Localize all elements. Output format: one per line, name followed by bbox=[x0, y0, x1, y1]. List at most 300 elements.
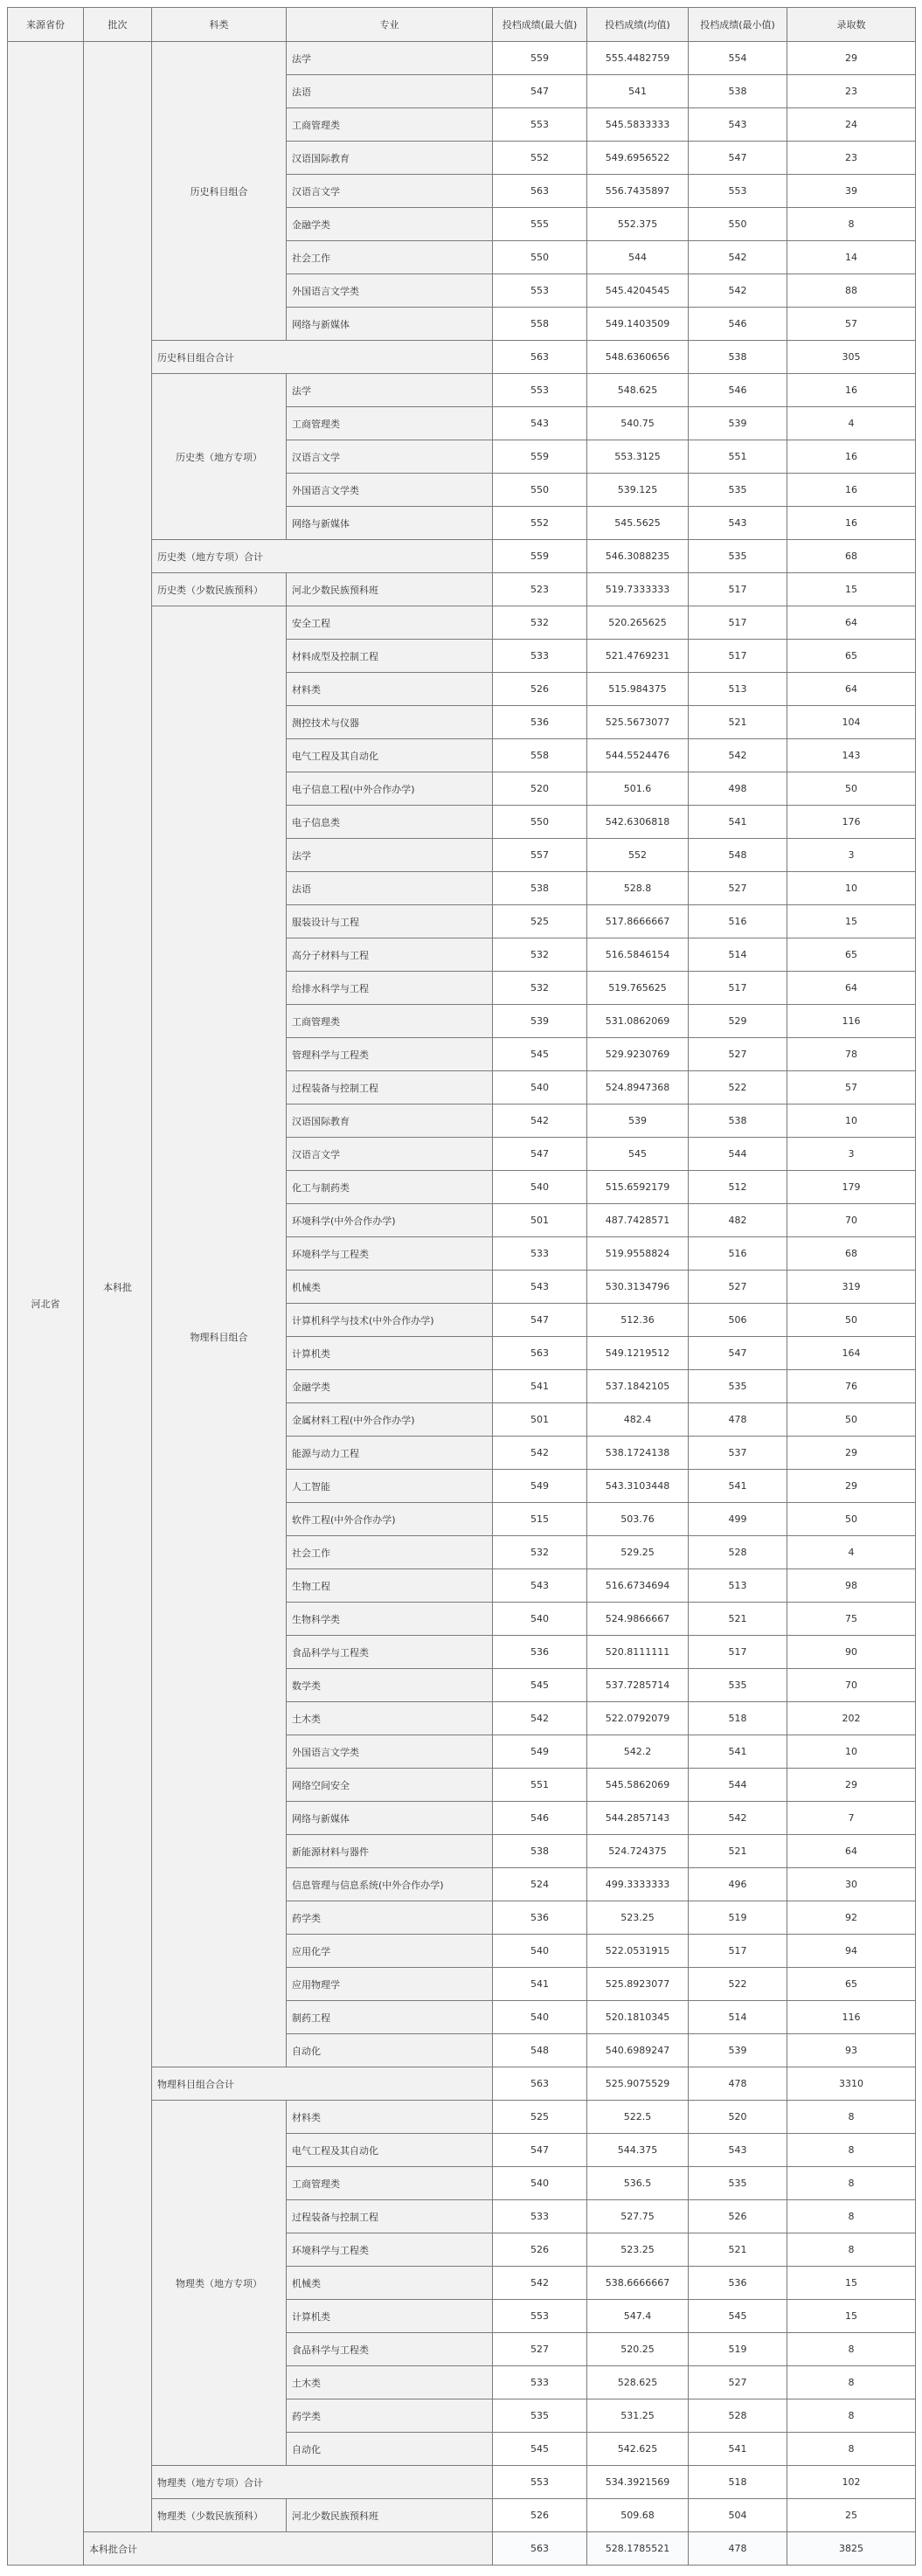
score-max: 558 bbox=[493, 308, 587, 341]
major-name: 应用物理学 bbox=[287, 1968, 493, 2001]
score-min: 514 bbox=[689, 2001, 787, 2034]
score-max: 547 bbox=[493, 1304, 587, 1337]
admitted-count: 14 bbox=[787, 241, 916, 274]
major-name: 计算机类 bbox=[287, 1337, 493, 1370]
admitted-count: 3310 bbox=[787, 2067, 916, 2101]
score-min: 536 bbox=[689, 2267, 787, 2300]
score-max: 540 bbox=[493, 2167, 587, 2200]
major-name: 药学类 bbox=[287, 2399, 493, 2433]
score-min: 516 bbox=[689, 905, 787, 938]
score-min: 522 bbox=[689, 1071, 787, 1104]
score-max: 542 bbox=[493, 1104, 587, 1138]
score-max: 552 bbox=[493, 507, 587, 540]
score-min: 544 bbox=[689, 1769, 787, 1802]
score-max: 553 bbox=[493, 2466, 587, 2499]
score-max: 553 bbox=[493, 374, 587, 407]
score-min: 541 bbox=[689, 2433, 787, 2466]
admitted-count: 8 bbox=[787, 208, 916, 241]
admitted-count: 116 bbox=[787, 2001, 916, 2034]
score-avg: 545.5833333 bbox=[587, 108, 689, 142]
score-min: 516 bbox=[689, 1237, 787, 1271]
major-name: 网络与新媒体 bbox=[287, 308, 493, 341]
admitted-count: 15 bbox=[787, 2267, 916, 2300]
score-max: 540 bbox=[493, 1071, 587, 1104]
major-name: 人工智能 bbox=[287, 1470, 493, 1503]
score-max: 526 bbox=[493, 673, 587, 706]
score-max: 549 bbox=[493, 1470, 587, 1503]
score-min: 542 bbox=[689, 739, 787, 772]
major-name: 网络空间安全 bbox=[287, 1769, 493, 1802]
admitted-count: 8 bbox=[787, 2101, 916, 2134]
admitted-count: 78 bbox=[787, 1038, 916, 1071]
score-min: 504 bbox=[689, 2499, 787, 2532]
major-name: 新能源材料与器件 bbox=[287, 1835, 493, 1868]
category-group-cell: 物理科目组合 bbox=[152, 606, 287, 2067]
major-name: 化工与制药类 bbox=[287, 1171, 493, 1204]
score-max: 532 bbox=[493, 606, 587, 640]
score-min: 527 bbox=[689, 872, 787, 905]
score-min: 543 bbox=[689, 108, 787, 142]
major-name: 高分子材料与工程 bbox=[287, 938, 493, 972]
score-avg: 527.75 bbox=[587, 2200, 689, 2233]
table-row bbox=[8, 42, 916, 75]
admitted-count: 29 bbox=[787, 1470, 916, 1503]
score-min: 546 bbox=[689, 308, 787, 341]
major-name: 工商管理类 bbox=[287, 1005, 493, 1038]
score-avg: 519.9558824 bbox=[587, 1237, 689, 1271]
category-group-cell: 历史科目组合 bbox=[152, 42, 287, 341]
score-max: 553 bbox=[493, 108, 587, 142]
score-min: 527 bbox=[689, 1271, 787, 1304]
score-avg: 520.25 bbox=[587, 2333, 689, 2366]
score-avg: 523.25 bbox=[587, 1901, 689, 1935]
admitted-count: 65 bbox=[787, 938, 916, 972]
admitted-count: 179 bbox=[787, 1171, 916, 1204]
score-avg: 524.8947368 bbox=[587, 1071, 689, 1104]
admitted-count: 23 bbox=[787, 75, 916, 108]
major-name: 金属材料工程(中外合作办学) bbox=[287, 1403, 493, 1437]
score-avg: 509.68 bbox=[587, 2499, 689, 2532]
score-avg: 539 bbox=[587, 1104, 689, 1138]
score-min: 548 bbox=[689, 839, 787, 872]
admitted-count: 164 bbox=[787, 1337, 916, 1370]
admitted-count: 8 bbox=[787, 2333, 916, 2366]
score-avg: 538.1724138 bbox=[587, 1437, 689, 1470]
score-min: 539 bbox=[689, 2034, 787, 2067]
admitted-count: 88 bbox=[787, 274, 916, 308]
score-max: 547 bbox=[493, 1138, 587, 1171]
score-avg: 520.265625 bbox=[587, 606, 689, 640]
score-min: 542 bbox=[689, 1802, 787, 1835]
score-avg: 542.625 bbox=[587, 2433, 689, 2466]
major-name: 金融学类 bbox=[287, 1370, 493, 1403]
score-avg: 503.76 bbox=[587, 1503, 689, 1536]
score-max: 540 bbox=[493, 2001, 587, 2034]
admitted-count: 64 bbox=[787, 673, 916, 706]
admitted-count: 39 bbox=[787, 175, 916, 208]
score-avg: 556.7435897 bbox=[587, 175, 689, 208]
major-name: 法学 bbox=[287, 839, 493, 872]
score-min: 535 bbox=[689, 540, 787, 573]
score-max: 536 bbox=[493, 1901, 587, 1935]
score-min: 521 bbox=[689, 2233, 787, 2267]
score-max: 525 bbox=[493, 2101, 587, 2134]
header-batch: 批次 bbox=[84, 8, 152, 42]
score-avg: 549.1219512 bbox=[587, 1337, 689, 1370]
score-max: 540 bbox=[493, 1171, 587, 1204]
admitted-count: 10 bbox=[787, 1735, 916, 1769]
admitted-count: 76 bbox=[787, 1370, 916, 1403]
score-max: 533 bbox=[493, 640, 587, 673]
major-name: 管理科学与工程类 bbox=[287, 1038, 493, 1071]
admitted-count: 30 bbox=[787, 1868, 916, 1901]
table-header-row bbox=[8, 8, 916, 42]
score-min: 518 bbox=[689, 1702, 787, 1735]
score-min: 541 bbox=[689, 1735, 787, 1769]
score-min: 539 bbox=[689, 407, 787, 440]
subtotal-label: 物理类（地方专项）合计 bbox=[152, 2466, 493, 2499]
score-max: 550 bbox=[493, 474, 587, 507]
score-min: 517 bbox=[689, 1935, 787, 1968]
score-avg: 545.5625 bbox=[587, 507, 689, 540]
score-avg: 515.6592179 bbox=[587, 1171, 689, 1204]
major-name: 法学 bbox=[287, 42, 493, 75]
score-min: 535 bbox=[689, 1370, 787, 1403]
score-max: 540 bbox=[493, 1603, 587, 1636]
score-min: 522 bbox=[689, 1968, 787, 2001]
admitted-count: 104 bbox=[787, 706, 916, 739]
score-avg: 520.1810345 bbox=[587, 2001, 689, 2034]
score-max: 532 bbox=[493, 938, 587, 972]
score-min: 527 bbox=[689, 1038, 787, 1071]
score-min: 542 bbox=[689, 241, 787, 274]
admitted-count: 15 bbox=[787, 2300, 916, 2333]
header-major: 专业 bbox=[287, 8, 493, 42]
score-max: 536 bbox=[493, 706, 587, 739]
score-avg: 524.9866667 bbox=[587, 1603, 689, 1636]
total-row bbox=[8, 2532, 916, 2566]
admitted-count: 176 bbox=[787, 806, 916, 839]
score-min: 520 bbox=[689, 2101, 787, 2134]
score-min: 528 bbox=[689, 2399, 787, 2433]
score-avg: 499.3333333 bbox=[587, 1868, 689, 1901]
score-min: 514 bbox=[689, 938, 787, 972]
major-name: 计算机类 bbox=[287, 2300, 493, 2333]
subtotal-label: 历史类（地方专项）合计 bbox=[152, 540, 493, 573]
score-avg: 524.724375 bbox=[587, 1835, 689, 1868]
admitted-count: 68 bbox=[787, 1237, 916, 1271]
score-max: 523 bbox=[493, 573, 587, 606]
major-name: 数学类 bbox=[287, 1669, 493, 1702]
admitted-count: 25 bbox=[787, 2499, 916, 2532]
score-max: 501 bbox=[493, 1204, 587, 1237]
score-avg: 544.375 bbox=[587, 2134, 689, 2167]
admitted-count: 319 bbox=[787, 1271, 916, 1304]
score-max: 549 bbox=[493, 1735, 587, 1769]
major-name: 服装设计与工程 bbox=[287, 905, 493, 938]
score-min: 478 bbox=[689, 2067, 787, 2101]
score-avg: 517.8666667 bbox=[587, 905, 689, 938]
score-max: 539 bbox=[493, 1005, 587, 1038]
admitted-count: 8 bbox=[787, 2200, 916, 2233]
score-max: 552 bbox=[493, 142, 587, 175]
score-min: 521 bbox=[689, 1603, 787, 1636]
score-max: 542 bbox=[493, 1702, 587, 1735]
category-label: 历史类（少数民族预科） bbox=[152, 573, 287, 606]
score-max: 532 bbox=[493, 972, 587, 1005]
score-avg: 531.25 bbox=[587, 2399, 689, 2433]
major-name: 环境科学与工程类 bbox=[287, 2233, 493, 2267]
major-name: 土木类 bbox=[287, 1702, 493, 1735]
score-min: 543 bbox=[689, 507, 787, 540]
major-name: 外国语言文学类 bbox=[287, 1735, 493, 1769]
score-max: 524 bbox=[493, 1868, 587, 1901]
admitted-count: 65 bbox=[787, 1968, 916, 2001]
score-avg: 545 bbox=[587, 1138, 689, 1171]
major-name: 汉语言文学 bbox=[287, 175, 493, 208]
admitted-count: 102 bbox=[787, 2466, 916, 2499]
admitted-count: 8 bbox=[787, 2399, 916, 2433]
score-max: 520 bbox=[493, 772, 587, 806]
major-name: 机械类 bbox=[287, 1271, 493, 1304]
score-min: 545 bbox=[689, 2300, 787, 2333]
major-name: 外国语言文学类 bbox=[287, 274, 493, 308]
admitted-count: 50 bbox=[787, 1304, 916, 1337]
admitted-count: 4 bbox=[787, 1536, 916, 1569]
score-avg: 520.8111111 bbox=[587, 1636, 689, 1669]
category-label: 物理类（少数民族预科） bbox=[152, 2499, 287, 2532]
major-name: 测控技术与仪器 bbox=[287, 706, 493, 739]
score-max: 563 bbox=[493, 1337, 587, 1370]
score-max: 563 bbox=[493, 175, 587, 208]
major-name: 材料类 bbox=[287, 673, 493, 706]
admitted-count: 57 bbox=[787, 308, 916, 341]
score-min: 527 bbox=[689, 2366, 787, 2399]
score-min: 543 bbox=[689, 2134, 787, 2167]
admitted-count: 3825 bbox=[787, 2532, 916, 2566]
admitted-count: 24 bbox=[787, 108, 916, 142]
header-score-min: 投档成绩(最小值) bbox=[689, 8, 787, 42]
admitted-count: 92 bbox=[787, 1901, 916, 1935]
score-max: 546 bbox=[493, 1802, 587, 1835]
score-avg: 529.25 bbox=[587, 1536, 689, 1569]
score-min: 553 bbox=[689, 175, 787, 208]
score-avg: 501.6 bbox=[587, 772, 689, 806]
header-score-avg: 投档成绩(均值) bbox=[587, 8, 689, 42]
score-avg: 534.3921569 bbox=[587, 2466, 689, 2499]
admitted-count: 16 bbox=[787, 440, 916, 474]
score-max: 533 bbox=[493, 2366, 587, 2399]
score-avg: 530.3134796 bbox=[587, 1271, 689, 1304]
score-min: 535 bbox=[689, 1669, 787, 1702]
score-min: 517 bbox=[689, 573, 787, 606]
table-body bbox=[8, 42, 916, 2566]
major-name: 法学 bbox=[287, 374, 493, 407]
admitted-count: 16 bbox=[787, 507, 916, 540]
score-avg: 529.9230769 bbox=[587, 1038, 689, 1071]
score-max: 547 bbox=[493, 2134, 587, 2167]
score-min: 517 bbox=[689, 1636, 787, 1669]
score-min: 496 bbox=[689, 1868, 787, 1901]
score-max: 532 bbox=[493, 1536, 587, 1569]
score-min: 499 bbox=[689, 1503, 787, 1536]
admitted-count: 305 bbox=[787, 341, 916, 374]
score-avg: 539.125 bbox=[587, 474, 689, 507]
score-avg: 544.5524476 bbox=[587, 739, 689, 772]
major-name: 外国语言文学类 bbox=[287, 474, 493, 507]
score-avg: 525.8923077 bbox=[587, 1968, 689, 2001]
score-min: 526 bbox=[689, 2200, 787, 2233]
major-name: 材料成型及控制工程 bbox=[287, 640, 493, 673]
header-admitted-count: 录取数 bbox=[787, 8, 916, 42]
admitted-count: 98 bbox=[787, 1569, 916, 1603]
score-min: 538 bbox=[689, 341, 787, 374]
major-name: 电气工程及其自动化 bbox=[287, 739, 493, 772]
admitted-count: 29 bbox=[787, 1769, 916, 1802]
score-avg: 544 bbox=[587, 241, 689, 274]
major-name: 食品科学与工程类 bbox=[287, 2333, 493, 2366]
score-min: 547 bbox=[689, 1337, 787, 1370]
score-avg: 516.6734694 bbox=[587, 1569, 689, 1603]
score-max: 563 bbox=[493, 341, 587, 374]
score-min: 550 bbox=[689, 208, 787, 241]
score-min: 529 bbox=[689, 1005, 787, 1038]
major-name: 河北少数民族预科班 bbox=[287, 2499, 493, 2532]
score-avg: 522.0792079 bbox=[587, 1702, 689, 1735]
major-name: 软件工程(中外合作办学) bbox=[287, 1503, 493, 1536]
score-max: 563 bbox=[493, 2532, 587, 2566]
admitted-count: 3 bbox=[787, 1138, 916, 1171]
score-min: 544 bbox=[689, 1138, 787, 1171]
major-name: 安全工程 bbox=[287, 606, 493, 640]
major-name: 给排水科学与工程 bbox=[287, 972, 493, 1005]
score-avg: 548.625 bbox=[587, 374, 689, 407]
major-name: 电气工程及其自动化 bbox=[287, 2134, 493, 2167]
score-avg: 553.3125 bbox=[587, 440, 689, 474]
admitted-count: 10 bbox=[787, 872, 916, 905]
score-max: 538 bbox=[493, 1835, 587, 1868]
admitted-count: 4 bbox=[787, 407, 916, 440]
major-name: 法语 bbox=[287, 75, 493, 108]
score-max: 527 bbox=[493, 2333, 587, 2366]
score-avg: 545.5862069 bbox=[587, 1769, 689, 1802]
score-max: 559 bbox=[493, 540, 587, 573]
score-max: 543 bbox=[493, 407, 587, 440]
score-avg: 537.7285714 bbox=[587, 1669, 689, 1702]
major-name: 制药工程 bbox=[287, 2001, 493, 2034]
score-min: 538 bbox=[689, 75, 787, 108]
admitted-count: 93 bbox=[787, 2034, 916, 2067]
major-name: 金融学类 bbox=[287, 208, 493, 241]
admission-score-table bbox=[7, 7, 916, 2566]
score-avg: 549.1403509 bbox=[587, 308, 689, 341]
score-min: 551 bbox=[689, 440, 787, 474]
admitted-count: 70 bbox=[787, 1204, 916, 1237]
score-max: 526 bbox=[493, 2499, 587, 2532]
major-name: 电子信息类 bbox=[287, 806, 493, 839]
score-avg: 516.5846154 bbox=[587, 938, 689, 972]
major-name: 应用化学 bbox=[287, 1935, 493, 1968]
admission-table-container bbox=[7, 7, 915, 2566]
score-max: 557 bbox=[493, 839, 587, 872]
score-avg: 528.1785521 bbox=[587, 2532, 689, 2566]
score-min: 513 bbox=[689, 1569, 787, 1603]
admitted-count: 68 bbox=[787, 540, 916, 573]
score-avg: 537.1842105 bbox=[587, 1370, 689, 1403]
score-max: 550 bbox=[493, 241, 587, 274]
score-max: 541 bbox=[493, 1968, 587, 2001]
admitted-count: 64 bbox=[787, 972, 916, 1005]
header-category: 科类 bbox=[152, 8, 287, 42]
score-min: 554 bbox=[689, 42, 787, 75]
score-min: 517 bbox=[689, 972, 787, 1005]
score-min: 517 bbox=[689, 640, 787, 673]
header-score-max: 投档成绩(最大值) bbox=[493, 8, 587, 42]
score-max: 536 bbox=[493, 1636, 587, 1669]
score-avg: 515.984375 bbox=[587, 673, 689, 706]
admitted-count: 29 bbox=[787, 42, 916, 75]
score-max: 563 bbox=[493, 2067, 587, 2101]
score-min: 512 bbox=[689, 1171, 787, 1204]
score-min: 546 bbox=[689, 374, 787, 407]
admitted-count: 16 bbox=[787, 474, 916, 507]
admitted-count: 202 bbox=[787, 1702, 916, 1735]
major-name: 食品科学与工程类 bbox=[287, 1636, 493, 1669]
score-avg: 541 bbox=[587, 75, 689, 108]
major-name: 自动化 bbox=[287, 2433, 493, 2466]
major-name: 计算机科学与技术(中外合作办学) bbox=[287, 1304, 493, 1337]
score-avg: 552.375 bbox=[587, 208, 689, 241]
score-max: 541 bbox=[493, 1370, 587, 1403]
admitted-count: 50 bbox=[787, 1403, 916, 1437]
admitted-count: 8 bbox=[787, 2167, 916, 2200]
score-avg: 544.2857143 bbox=[587, 1802, 689, 1835]
score-max: 545 bbox=[493, 1038, 587, 1071]
score-max: 559 bbox=[493, 440, 587, 474]
score-max: 558 bbox=[493, 739, 587, 772]
score-min: 535 bbox=[689, 2167, 787, 2200]
score-avg: 528.625 bbox=[587, 2366, 689, 2399]
admitted-count: 50 bbox=[787, 1503, 916, 1536]
major-name: 工商管理类 bbox=[287, 407, 493, 440]
major-name: 网络与新媒体 bbox=[287, 1802, 493, 1835]
score-min: 478 bbox=[689, 1403, 787, 1437]
header-province: 来源省份 bbox=[8, 8, 84, 42]
admitted-count: 50 bbox=[787, 772, 916, 806]
score-avg: 521.4769231 bbox=[587, 640, 689, 673]
subtotal-label: 物理科目组合合计 bbox=[152, 2067, 493, 2101]
score-avg: 542.2 bbox=[587, 1735, 689, 1769]
score-avg: 512.36 bbox=[587, 1304, 689, 1337]
score-max: 543 bbox=[493, 1569, 587, 1603]
admitted-count: 8 bbox=[787, 2366, 916, 2399]
score-avg: 540.75 bbox=[587, 407, 689, 440]
admitted-count: 15 bbox=[787, 573, 916, 606]
score-min: 498 bbox=[689, 772, 787, 806]
subtotal-label: 历史科目组合合计 bbox=[152, 341, 493, 374]
score-max: 559 bbox=[493, 42, 587, 75]
batch-total-label: 本科批合计 bbox=[84, 2532, 493, 2566]
score-min: 541 bbox=[689, 1470, 787, 1503]
score-avg: 555.4482759 bbox=[587, 42, 689, 75]
admitted-count: 64 bbox=[787, 1835, 916, 1868]
score-min: 518 bbox=[689, 2466, 787, 2499]
score-max: 526 bbox=[493, 2233, 587, 2267]
score-max: 553 bbox=[493, 274, 587, 308]
score-avg: 523.25 bbox=[587, 2233, 689, 2267]
score-min: 542 bbox=[689, 274, 787, 308]
score-max: 533 bbox=[493, 2200, 587, 2233]
